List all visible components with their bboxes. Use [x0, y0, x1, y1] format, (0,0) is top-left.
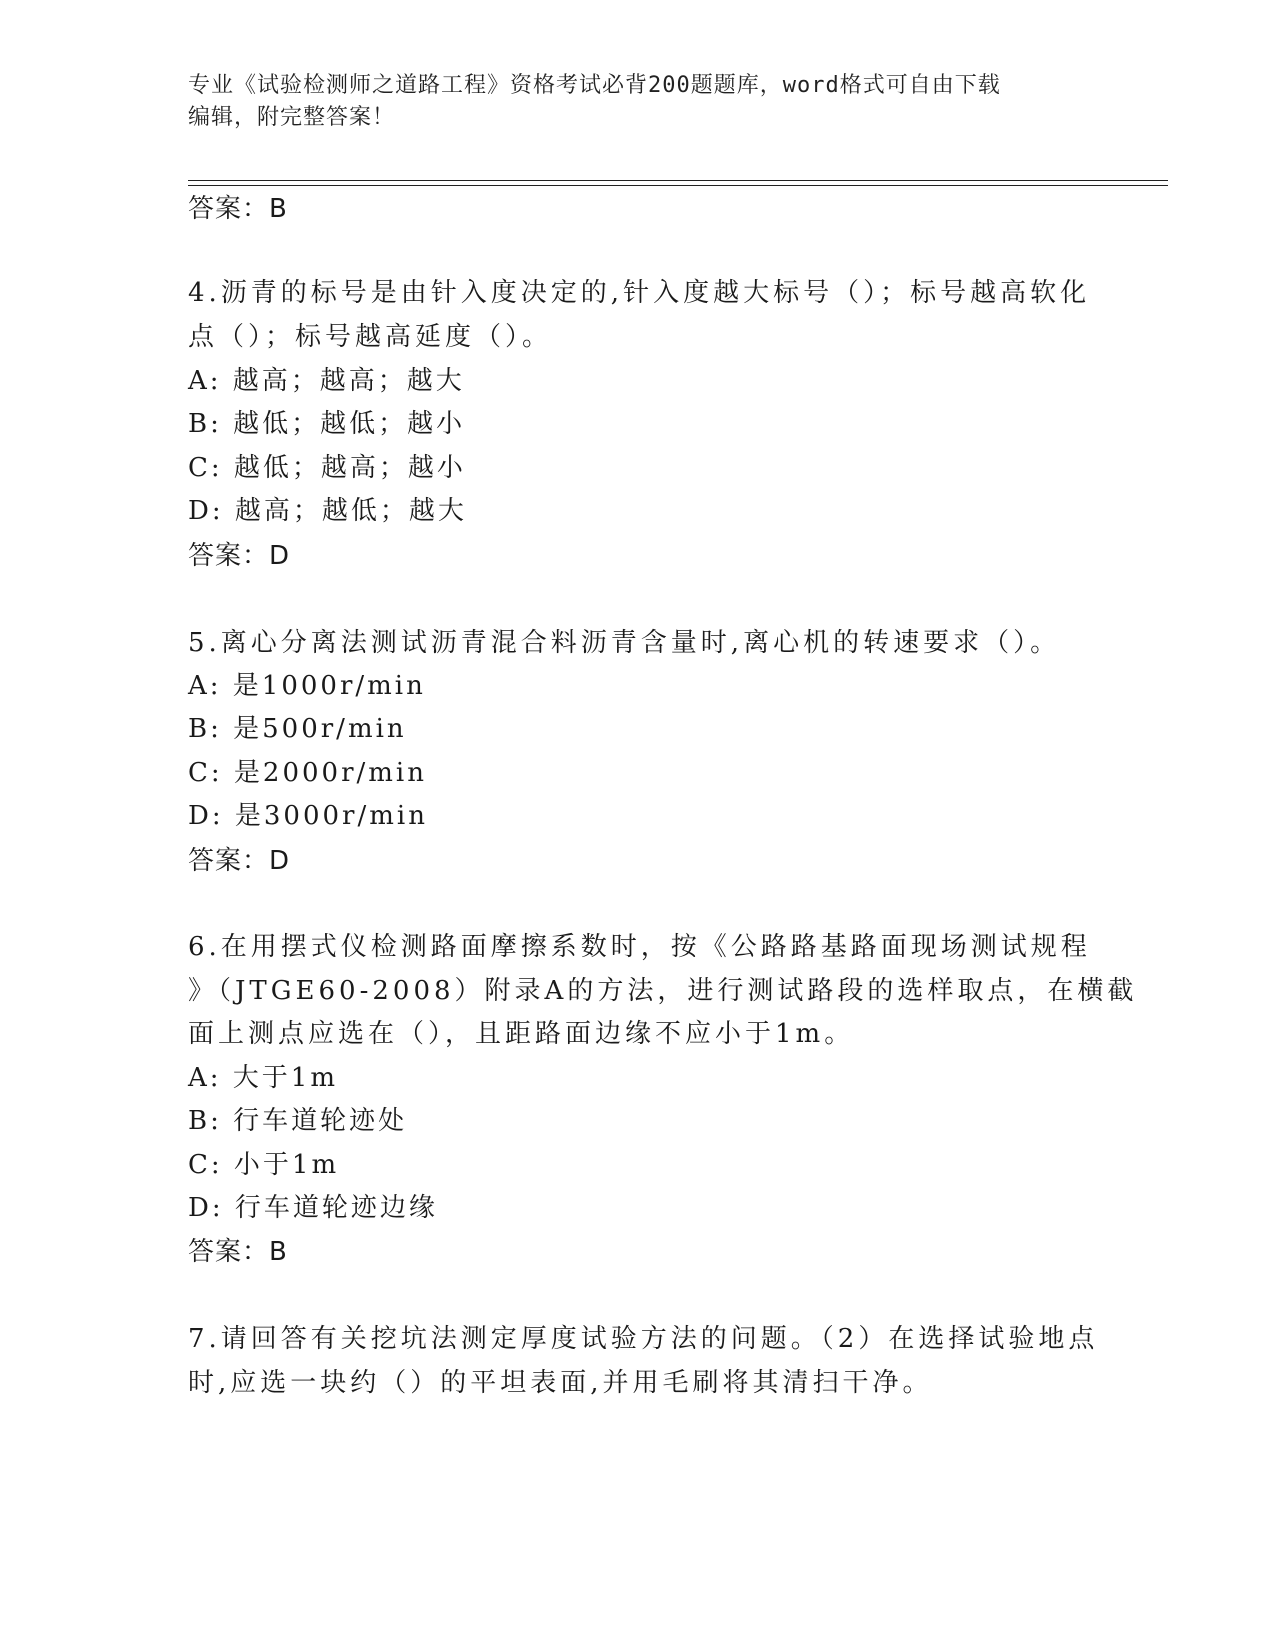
header-divider-top: [188, 180, 1168, 181]
question-6-line-1: 6.在用摆式仪检测路面摩擦系数时，按《公路路基路面现场测试规程: [188, 932, 1091, 962]
question-5-line-1: 5.离心分离法测试沥青混合料沥青含量时,离心机的转速要求（）。: [188, 628, 1061, 658]
question-5-option-a: A: 是1000r/min: [188, 671, 426, 701]
question-4-option-c: C: 越低；越高；越小: [188, 453, 466, 483]
page-header: [188, 70, 1088, 134]
header-divider-bottom: [188, 185, 1168, 186]
answer-q3: 答案：B: [188, 194, 288, 224]
question-7-line-2: 时,应选一块约（）的平坦表面,并用毛刷将其清扫干净。: [188, 1368, 933, 1398]
question-4-option-b: B: 越低；越低；越小: [188, 409, 466, 439]
answer-q6: 答案：B: [188, 1237, 288, 1267]
question-6-option-c: C: 小于1m: [188, 1150, 340, 1180]
question-6-option-d: D: 行车道轮迹边缘: [188, 1193, 438, 1223]
answer-q4: 答案：D: [188, 541, 291, 571]
question-4-option-a: A: 越高；越高；越大: [188, 366, 465, 396]
question-6-line-2: 》（JTGE60-2008）附录A的方法，进行测试路段的选样取点，在横截: [188, 976, 1138, 1006]
question-4-option-d: D: 越高；越低；越大: [188, 496, 467, 526]
question-5-option-b: B: 是500r/min: [188, 714, 407, 744]
answer-q5: 答案：D: [188, 846, 291, 876]
header-line-2: 编辑，附完整答案！: [188, 105, 396, 130]
question-6-option-a: A: 大于1m: [188, 1063, 338, 1093]
question-6-line-3: 面上测点应选在（），且距路面边缘不应小于1m。: [188, 1019, 855, 1049]
question-4-line-2: 点（）；标号越高延度（）。: [188, 322, 553, 352]
question-5-option-c: C: 是2000r/min: [188, 758, 427, 788]
question-4-line-1: 4.沥青的标号是由针入度决定的,针入度越大标号（）；标号越高软化: [188, 278, 1091, 308]
question-7-line-1: 7.请回答有关挖坑法测定厚度试验方法的问题。（2）在选择试验地点: [188, 1324, 1099, 1354]
header-line-1: 专业《试验检测师之道路工程》资格考试必背200题题库，word格式可自由下载: [188, 73, 1001, 98]
question-6-option-b: B: 行车道轮迹处: [188, 1106, 408, 1136]
question-5-option-d: D: 是3000r/min: [188, 801, 428, 831]
